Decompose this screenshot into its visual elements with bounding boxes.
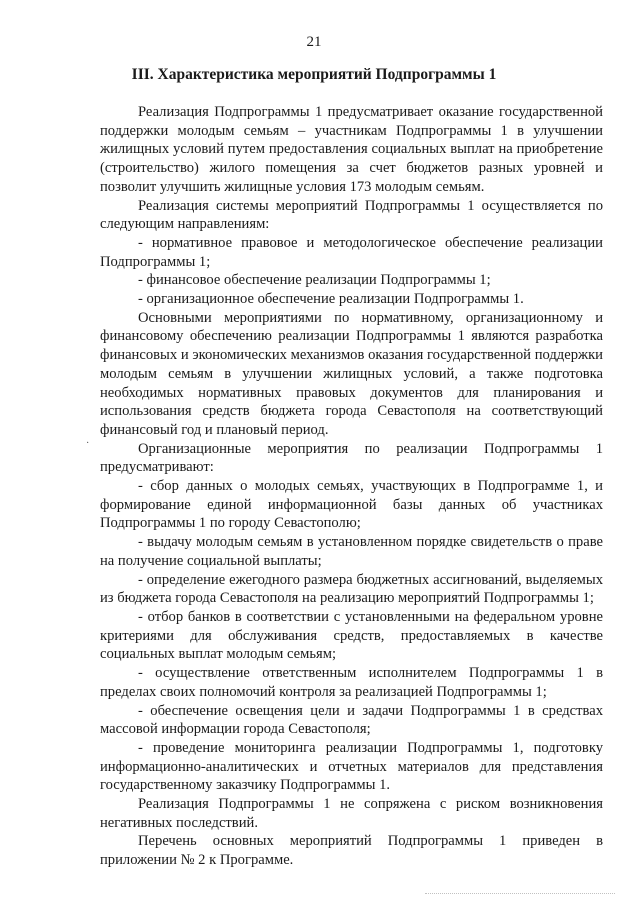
list-item: - проведение мониторинга реализации Подпрограммы 1, подготовку информационно-аналитических и отчетных материалов для представления государственному заказчику Подпрограммы 1. [100, 739, 603, 794]
list-item: - нормативное правовое и методологическое обеспечение реализации Подпрограммы 1; [100, 234, 603, 270]
paragraph: Основными мероприятиями по нормативному, организационному и финансовому обеспечению реализации Подпрограммы 1 являются разработка финансовых и экономических механизмов оказания государственной поддержки молодым семьям в улучшении жилищных условий, а также подготовка необходимых нормативных правовых документов для планирования и использования средств бюджета города Севастополя на соответствующий финансовый год и плановый период. [100, 309, 603, 438]
list-item: - отбор банков в соответствии с установленными на федеральном уровне критериями для обслуживания средств, предоставляемых в качестве социальных выплат молодым семьям; [100, 608, 603, 663]
paragraph: Организационные мероприятия по реализации Подпрограммы 1 предусматривают: [100, 440, 603, 476]
body-text [100, 103, 603, 870]
section-heading: III. Характеристика мероприятий Подпрограммы 1 [131, 66, 497, 83]
list-item: - определение ежегодного размера бюджетных ассигнований, выделяемых из бюджета города Севастополя на реализацию мероприятий Подпрограммы 1; [100, 571, 603, 607]
list-item: - осуществление ответственным исполнителем Подпрограммы 1 в пределах своих полномочий контроля за реализацией Подпрограммы 1; [100, 665, 603, 700]
list-item: - финансовое обеспечение реализации Подпрограммы 1; [138, 272, 491, 289]
list-item: - обеспечение освещения цели и задачи Подпрограммы 1 в средствах массовой информации города Севастополя; [100, 702, 603, 738]
paragraph: Перечень основных мероприятий Подпрограммы 1 приведен в приложении № 2 к Программе. [100, 833, 603, 869]
list-item: - сбор данных о молодых семьях, участвующих в Подпрограмме 1, и формирование единой информационной базы данных об участниках Подпрограммы 1 по городу Севастополю; [100, 478, 603, 532]
page-number: 21 [306, 34, 322, 50]
list-item: - выдачу молодым семьям в установленном порядке свидетельств о праве на получение социальной выплаты; [100, 534, 603, 569]
margin-mark: · [86, 438, 90, 449]
paragraph: Реализация системы мероприятий Подпрограммы 1 осуществляется по следующим направлениям: [100, 197, 603, 233]
list-item: - организационное обеспечение реализации Подпрограммы 1. [138, 291, 524, 308]
paragraph: Реализация Подпрограммы 1 не сопряжена с риском возникновения негативных последствий. [100, 796, 603, 831]
paragraph: Реализация Подпрограммы 1 предусматривает оказание государственной поддержки молодым семьям – участникам Подпрограммы 1 в улучшении жилищных условий путем предоставления социальных выплат на приобретение (строительство) жилого помещения за счет бюджетов разных уровней и позволит улучшить жилищные условия 173 молодым семьям. [100, 104, 603, 195]
scan-artifact [425, 893, 615, 897]
